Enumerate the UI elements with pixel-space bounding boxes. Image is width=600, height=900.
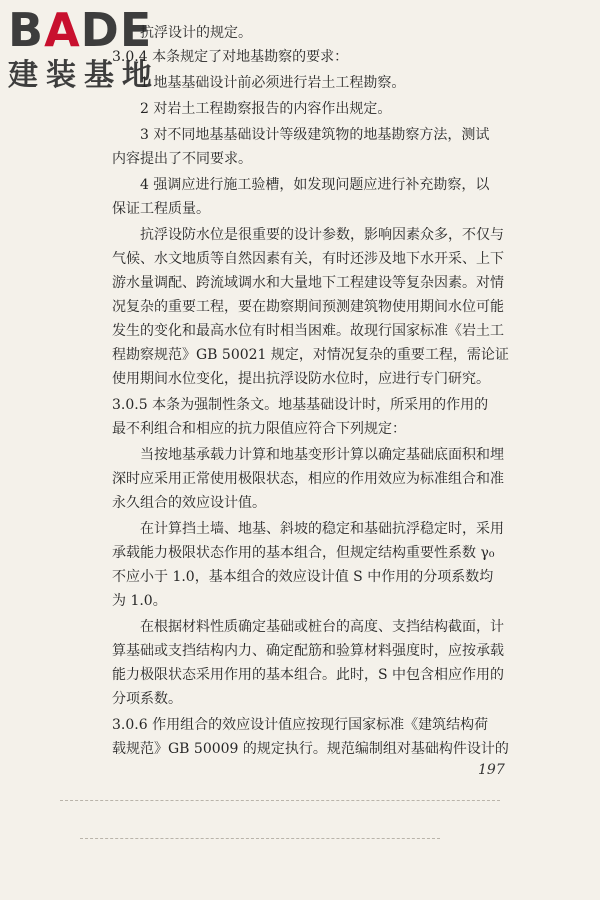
paragraph-line: 当按地基承载力计算和地基变形计算以确定基础底面积和埋 bbox=[140, 447, 504, 463]
paragraph-line: 况复杂的重要工程，要在勘察期间预测建筑物使用期间水位可能 bbox=[112, 299, 504, 315]
paragraph-line: 使用期间水位变化，提出抗浮设防水位时，应进行专门研究。 bbox=[112, 371, 490, 387]
list-item-1: 1 地基基础设计前必须进行岩土工程勘察。 bbox=[140, 75, 406, 91]
paragraph-line: 在计算挡土墙、地基、斜坡的稳定和基础抗浮稳定时，采用 bbox=[140, 521, 504, 537]
text-line: 抗浮设计的规定。 bbox=[140, 25, 252, 41]
clause-3-0-5-heading: 3.0.5 本条为强制性条文。地基基础设计时，所采用的作用的 bbox=[112, 397, 489, 413]
paragraph-line: 发生的变化和最高水位有时相当困难。故现行国家标准《岩土工 bbox=[112, 323, 504, 339]
text-line: 内容提出了不同要求。 bbox=[112, 151, 252, 167]
paragraph-line: 最不利组合和相应的抗力限值应符合下列规定： bbox=[112, 421, 406, 437]
scan-artifact-line bbox=[60, 800, 500, 801]
paragraph-line: 气候、水文地质等自然因素有关，有时还涉及地下水开采、上下 bbox=[112, 251, 504, 267]
paragraph-line: 承载能力极限状态作用的基本组合，但规定结构重要性系数 γ₀ bbox=[112, 545, 495, 561]
clause-3-0-4-heading: 3.0.4 本条规定了对地基勘察的要求： bbox=[112, 49, 349, 65]
logo-letter-a: A bbox=[44, 3, 81, 57]
paragraph-line: 游水量调配、跨流域调水和大量地下工程建设等复杂因素。对情 bbox=[112, 275, 504, 291]
clause-3-0-6-heading: 3.0.6 作用组合的效应设计值应按现行国家标准《建筑结构荷 bbox=[112, 717, 489, 733]
paragraph-line: 永久组合的效应设计值。 bbox=[112, 495, 266, 511]
logo-letters-de: DE bbox=[80, 3, 153, 57]
list-item-3: 3 对不同地基基础设计等级建筑物的地基勘察方法，测试 bbox=[140, 127, 490, 143]
scan-artifact-line bbox=[80, 838, 440, 839]
logo-letter-b: B bbox=[8, 3, 45, 57]
text-line: 保证工程质量。 bbox=[112, 201, 210, 217]
paragraph-line: 算基础或支挡结构内力、确定配筋和验算材料强度时，应按承载 bbox=[112, 643, 504, 659]
paragraph-line: 在根据材料性质确定基础或桩台的高度、支挡结构截面，计 bbox=[140, 619, 504, 635]
list-item-4: 4 强调应进行施工验槽，如发现问题应进行补充勘察，以 bbox=[140, 177, 490, 193]
paragraph-line: 载规范》GB 50009 的规定执行。规范编制组对基础构件设计的 bbox=[112, 741, 509, 757]
page-number: 197 bbox=[478, 762, 505, 778]
paragraph-line: 不应小于 1.0，基本组合的效应设计值 S 中作用的分项系数均 bbox=[112, 569, 494, 585]
list-item-2: 2 对岩土工程勘察报告的内容作出规定。 bbox=[140, 101, 392, 117]
paragraph-line: 能力极限状态采用作用的基本组合。此时，S 中包含相应作用的 bbox=[112, 667, 505, 683]
logo-chinese-text: 建装基地 bbox=[8, 58, 160, 93]
paragraph-line: 抗浮设防水位是很重要的设计参数，影响因素众多，不仅与 bbox=[140, 227, 504, 243]
paragraph-line: 分项系数。 bbox=[112, 691, 182, 707]
paragraph-line: 深时应采用正常使用极限状态，相应的作用效应为标准组合和准 bbox=[112, 471, 504, 487]
paragraph-line: 为 1.0。 bbox=[112, 593, 167, 609]
paragraph-line: 程勘察规范》GB 50021 规定，对情况复杂的重要工程，需论证 bbox=[112, 347, 509, 363]
